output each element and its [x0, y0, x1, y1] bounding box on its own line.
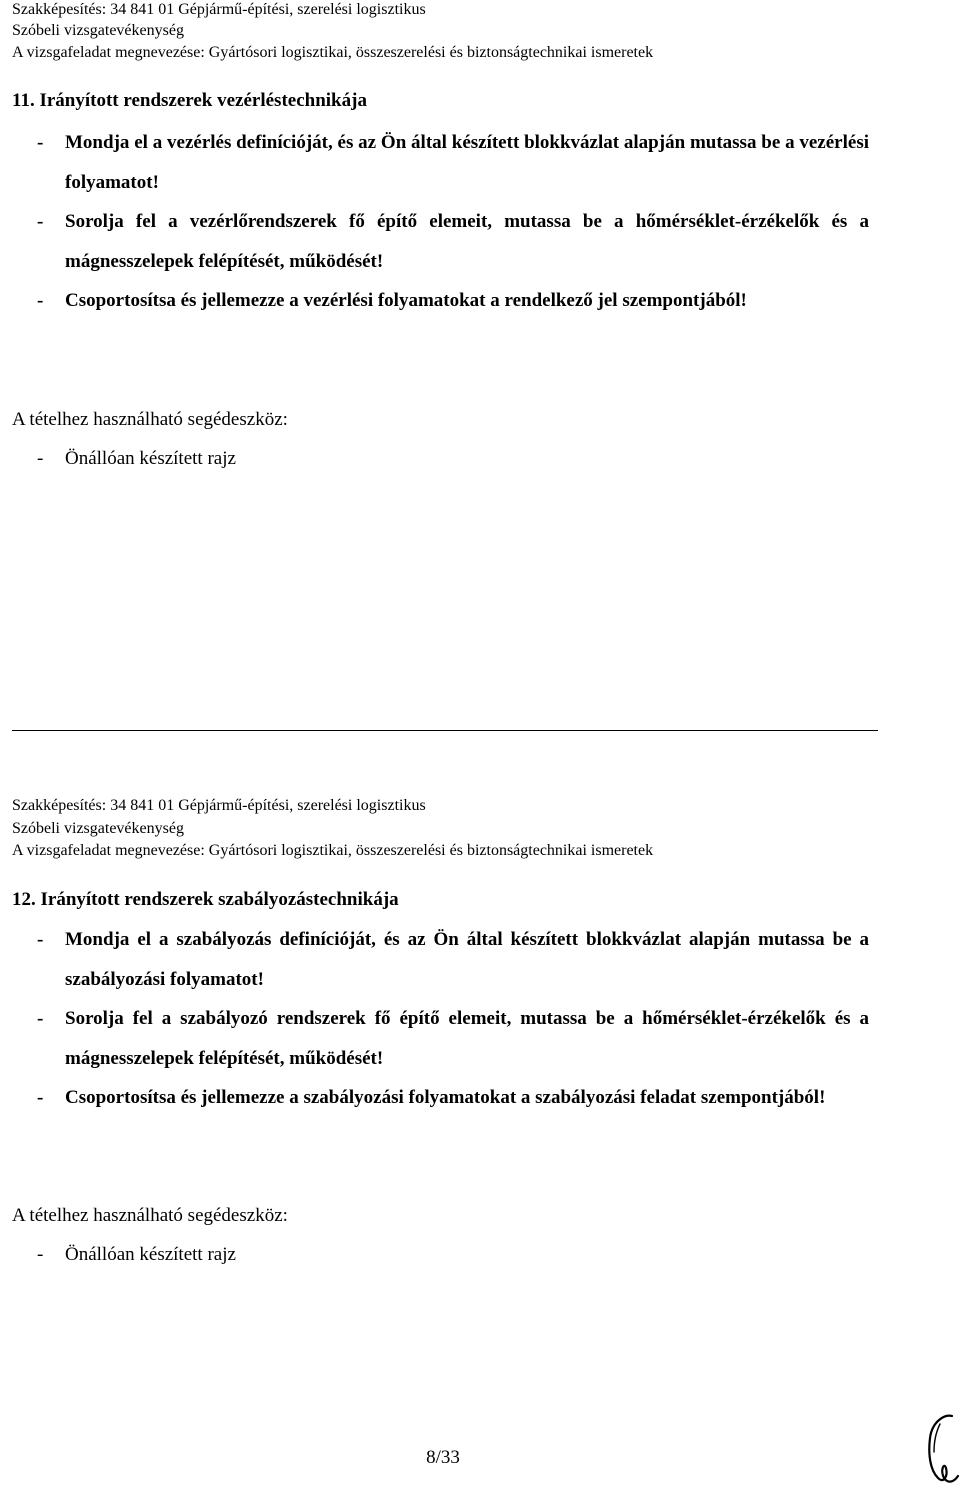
list-item — [37, 920, 869, 999]
list-item — [37, 1078, 869, 1118]
aux-tools-label: A tételhez használható segédeszköz: — [12, 1205, 288, 1226]
bullet-dash: - — [37, 1244, 44, 1265]
aux-tools-item — [37, 1244, 236, 1266]
aux-tools-item-text: Önállóan készített rajz — [65, 448, 236, 469]
bullet-dash: - — [37, 448, 44, 469]
header-task-name: A vizsgafeladat megnevezése: Gyártósori logisztikai, összeszerelési és biztonságtechnikai ismeretek — [12, 842, 654, 859]
list-item — [37, 281, 869, 321]
section-title-11: 11. Irányított rendszerek vezérléstechnikája — [12, 90, 367, 111]
list-item-text: Sorolja fel a vezérlőrendszerek fő építő elemeit, mutassa be a hőmérséklet-érzékelők és a mágnesszelepek felépítését, működését! — [65, 211, 869, 272]
separator-line — [12, 730, 878, 731]
list-item-text: Csoportosítsa és jellemezze a vezérlési folyamatokat a rendelkező jel szempontjából! — [65, 290, 747, 311]
header-qualification: Szakképesítés: 34 841 01 Gépjármű-építési, szerelési logisztikus — [12, 1, 426, 18]
signature-mark-icon — [918, 1412, 960, 1488]
header-activity: Szóbeli vizsgatevékenység — [12, 820, 184, 837]
list-item-text: Csoportosítsa és jellemezze a szabályozási folyamatokat a szabályozási feladat szempontjából! — [65, 1087, 826, 1108]
list-item-text: Mondja el a vezérlés definícióját, és az Ön által készített blokkvázlat alapján mutassa be a vezérlési folyamatot! — [65, 132, 869, 193]
list-item-text: Sorolja fel a szabályozó rendszerek fő építő elemeit, mutassa be a hőmérséklet-érzékelők és a mágnesszelepek felépítését, működését! — [65, 1008, 869, 1069]
aux-tools-label: A tételhez használható segédeszköz: — [12, 409, 288, 430]
bullet-dash: - — [37, 1008, 44, 1029]
list-item-text: Mondja el a szabályozás definícióját, és az Ön által készített blokkvázlat alapján mutassa be a szabályozási folyamatot! — [65, 929, 869, 990]
header-task-name: A vizsgafeladat megnevezése: Gyártósori logisztikai, összeszerelési és biztonságtechnikai ismeretek — [12, 44, 654, 61]
page-number: 8/33 — [426, 1447, 460, 1468]
list-item — [37, 202, 869, 281]
list-item — [37, 123, 869, 202]
header-qualification: Szakképesítés: 34 841 01 Gépjármű-építési, szerelési logisztikus — [12, 797, 426, 814]
aux-tools-item-text: Önállóan készített rajz — [65, 1244, 236, 1265]
aux-tools-item — [37, 448, 236, 470]
bullet-dash: - — [37, 290, 44, 311]
section-title-12: 12. Irányított rendszerek szabályozástechnikája — [12, 889, 399, 910]
bullet-dash: - — [37, 211, 44, 232]
header-activity: Szóbeli vizsgatevékenység — [12, 22, 184, 39]
bullet-dash: - — [37, 929, 44, 950]
list-item — [37, 999, 869, 1078]
bullet-dash: - — [37, 1087, 44, 1108]
bullet-dash: - — [37, 132, 44, 153]
